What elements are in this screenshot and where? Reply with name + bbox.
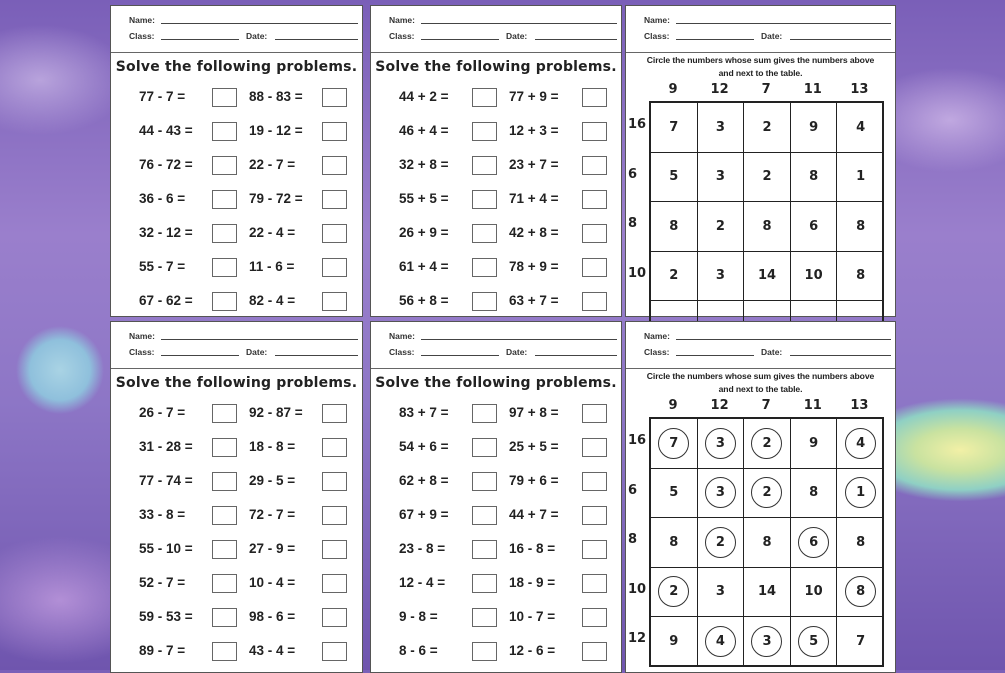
answer-box[interactable]: [582, 642, 607, 661]
row-header: 10: [628, 265, 647, 281]
date-line[interactable]: [790, 39, 891, 40]
name-label: Name:: [129, 15, 155, 25]
equation: 19 - 12 =: [249, 123, 303, 138]
equation: 55 - 7 =: [139, 259, 186, 274]
answer-box[interactable]: [582, 156, 607, 175]
answer-box[interactable]: [322, 224, 347, 243]
answer-box[interactable]: [212, 574, 237, 593]
answer-box[interactable]: [582, 472, 607, 491]
equation: 63 + 7 =: [509, 293, 559, 308]
equation: 54 + 6 =: [399, 439, 449, 454]
circled-number: 6: [798, 527, 829, 558]
circled-number: 3: [751, 626, 782, 657]
row-header: 16: [628, 433, 647, 448]
grid-cell[interactable]: [744, 518, 791, 568]
equation: 83 + 7 =: [399, 405, 449, 420]
answer-box[interactable]: [212, 156, 237, 175]
math-worksheet: [370, 321, 622, 673]
grid-number: 2: [669, 268, 679, 284]
grid-number: 5: [669, 169, 679, 185]
equation: 29 - 5 =: [249, 473, 296, 488]
date-label: Date:: [506, 347, 528, 357]
equation: 44 + 2 =: [399, 89, 449, 104]
answer-box[interactable]: [472, 472, 497, 491]
grid-number: 10: [804, 584, 823, 600]
equation: 16 - 8 =: [509, 541, 556, 556]
date-line[interactable]: [790, 355, 891, 356]
worksheet-header: [111, 6, 362, 53]
name-label: Name:: [129, 331, 155, 341]
class-label: Class:: [389, 347, 415, 357]
grid-number: 9: [809, 119, 819, 135]
worksheet-header: [371, 6, 621, 53]
grid-cell[interactable]: [698, 568, 745, 618]
answer-box[interactable]: [212, 438, 237, 457]
grid-cell[interactable]: [837, 419, 884, 469]
grid-number: 2: [715, 218, 725, 234]
date-label: Date:: [761, 347, 783, 357]
answer-box[interactable]: [322, 156, 347, 175]
name-line[interactable]: [161, 339, 358, 340]
grid-cell[interactable]: [837, 252, 884, 302]
equation: 26 - 7 =: [139, 405, 186, 420]
grid-number: 8: [856, 268, 866, 284]
class-label: Class:: [644, 31, 670, 41]
equation: 97 + 8 =: [509, 405, 559, 420]
answer-box[interactable]: [322, 292, 347, 311]
worksheet-title: Solve the following problems.: [375, 375, 617, 391]
sum-grid-worksheet: [625, 321, 896, 673]
grid-number: 8: [669, 534, 679, 550]
answer-box[interactable]: [212, 506, 237, 525]
name-line[interactable]: [161, 23, 358, 24]
name-label: Name:: [389, 331, 415, 341]
column-header: 11: [803, 82, 822, 97]
equation: 55 - 10 =: [139, 541, 193, 556]
equation: 26 + 9 =: [399, 225, 449, 240]
class-label: Class:: [129, 347, 155, 357]
answer-box[interactable]: [472, 438, 497, 457]
date-label: Date:: [761, 31, 783, 41]
column-header: 7: [761, 398, 771, 413]
grid-cell[interactable]: [791, 252, 838, 302]
number-grid: [649, 417, 884, 667]
grid-instruction: and next to the table.: [718, 68, 803, 78]
circled-number: 3: [705, 477, 736, 508]
answer-box[interactable]: [322, 540, 347, 559]
grid-number: 8: [856, 218, 866, 234]
equation: 71 + 4 =: [509, 191, 559, 206]
class-line[interactable]: [421, 355, 499, 356]
grid-number: 7: [856, 633, 866, 649]
grid-cell[interactable]: [791, 617, 838, 667]
answer-box[interactable]: [212, 642, 237, 661]
equation: 32 - 12 =: [139, 225, 193, 240]
name-label: Name:: [389, 15, 415, 25]
worksheet-header: [111, 322, 362, 369]
answer-box[interactable]: [212, 190, 237, 209]
grid-instruction: Circle the numbers whose sum gives the numbers above: [646, 55, 875, 65]
equation: 9 - 8 =: [399, 609, 438, 624]
circled-number: 3: [705, 428, 736, 459]
grid-cell[interactable]: [791, 103, 838, 153]
answer-box[interactable]: [582, 574, 607, 593]
equation: 82 - 4 =: [249, 293, 296, 308]
equation: 8 - 6 =: [399, 643, 438, 658]
date-label: Date:: [506, 31, 528, 41]
grid-cell[interactable]: [651, 252, 698, 302]
class-line[interactable]: [421, 39, 499, 40]
grid-number: 8: [809, 485, 819, 501]
answer-box[interactable]: [582, 122, 607, 141]
date-label: Date:: [246, 31, 268, 41]
equation: 72 - 7 =: [249, 507, 296, 522]
equation: 22 - 7 =: [249, 157, 296, 172]
equation: 89 - 7 =: [139, 643, 186, 658]
name-line[interactable]: [676, 23, 891, 24]
worksheet-header: [371, 322, 621, 369]
answer-box[interactable]: [322, 574, 347, 593]
grid-number: 8: [762, 218, 772, 234]
answer-box[interactable]: [582, 292, 607, 311]
row-header: 10: [628, 581, 647, 597]
equation: 92 - 87 =: [249, 405, 303, 420]
grid-number: 8: [856, 534, 866, 550]
equation: 56 + 8 =: [399, 293, 449, 308]
equation: 44 - 43 =: [139, 123, 193, 138]
answer-box[interactable]: [212, 292, 237, 311]
worksheet-title: Solve the following problems.: [115, 59, 358, 75]
grid-cell[interactable]: [744, 568, 791, 618]
grid-cell[interactable]: [837, 153, 884, 203]
answer-box[interactable]: [582, 438, 607, 457]
equation: 77 + 9 =: [509, 89, 559, 104]
equation: 52 - 7 =: [139, 575, 186, 590]
class-line[interactable]: [676, 355, 754, 356]
column-header: 7: [761, 82, 771, 97]
equation: 32 + 8 =: [399, 157, 449, 172]
answer-box[interactable]: [582, 404, 607, 423]
grid-number: 3: [715, 169, 725, 185]
equation: 98 - 6 =: [249, 609, 296, 624]
name-line[interactable]: [676, 339, 891, 340]
answer-box[interactable]: [472, 292, 497, 311]
grid-cell[interactable]: [651, 568, 698, 618]
answer-box[interactable]: [322, 438, 347, 457]
grid-cell[interactable]: [698, 518, 745, 568]
answer-box[interactable]: [322, 642, 347, 661]
equation: 76 - 72 =: [139, 157, 193, 172]
answer-box[interactable]: [212, 404, 237, 423]
grid-instruction: Circle the numbers whose sum gives the numbers above: [646, 371, 875, 381]
answer-box[interactable]: [472, 190, 497, 209]
equation: 67 + 9 =: [399, 507, 449, 522]
date-line[interactable]: [275, 355, 358, 356]
answer-box[interactable]: [472, 574, 497, 593]
grid-number: 3: [715, 268, 725, 284]
column-header: 13: [850, 82, 869, 97]
column-header: 9: [668, 398, 678, 413]
sum-grid-worksheet: [625, 5, 896, 317]
grid-cell[interactable]: [744, 469, 791, 519]
equation: 79 + 6 =: [509, 473, 559, 488]
equation: 10 - 4 =: [249, 575, 296, 590]
answer-box[interactable]: [322, 88, 347, 107]
grid-cell[interactable]: [837, 568, 884, 618]
answer-box[interactable]: [322, 190, 347, 209]
answer-box[interactable]: [212, 224, 237, 243]
grid-cell[interactable]: [837, 518, 884, 568]
grid-number: 4: [856, 119, 866, 135]
answer-box[interactable]: [472, 122, 497, 141]
equation: 12 - 6 =: [509, 643, 556, 658]
column-header: 11: [803, 398, 822, 413]
answer-box[interactable]: [322, 506, 347, 525]
grid-number: 2: [762, 169, 772, 185]
grid-cell[interactable]: [744, 202, 791, 252]
grid-number: 5: [669, 485, 679, 501]
answer-box[interactable]: [212, 88, 237, 107]
grid-number: 7: [669, 119, 679, 135]
answer-box[interactable]: [582, 506, 607, 525]
equation: 61 + 4 =: [399, 259, 449, 274]
equation: 18 - 9 =: [509, 575, 556, 590]
equation: 55 + 5 =: [399, 191, 449, 206]
equation: 11 - 6 =: [249, 259, 295, 274]
grid-cell[interactable]: [698, 103, 745, 153]
class-label: Class:: [644, 347, 670, 357]
grid-cell[interactable]: [651, 617, 698, 667]
number-grid: [649, 101, 884, 351]
worksheet-title: Solve the following problems.: [375, 59, 617, 75]
row-header: 6: [628, 482, 638, 498]
equation: 23 + 7 =: [509, 157, 559, 172]
grid-cell[interactable]: [651, 419, 698, 469]
equation: 67 - 62 =: [139, 293, 193, 308]
equation: 10 - 7 =: [509, 609, 556, 624]
grid-cell[interactable]: [698, 469, 745, 519]
circled-number: 2: [705, 527, 736, 558]
answer-box[interactable]: [322, 608, 347, 627]
grid-cell[interactable]: [791, 469, 838, 519]
row-header: 8: [628, 216, 638, 231]
answer-box[interactable]: [582, 224, 607, 243]
grid-number: 3: [715, 584, 725, 600]
grid-number: 9: [669, 633, 679, 649]
grid-cell[interactable]: [744, 252, 791, 302]
class-label: Class:: [129, 31, 155, 41]
equation: 44 + 7 =: [509, 507, 559, 522]
answer-box[interactable]: [212, 258, 237, 277]
grid-cell[interactable]: [651, 202, 698, 252]
answer-box[interactable]: [472, 88, 497, 107]
answer-box[interactable]: [582, 88, 607, 107]
grid-cell[interactable]: [791, 153, 838, 203]
equation: 23 - 8 =: [399, 541, 446, 556]
grid-number: 8: [809, 169, 819, 185]
grid-number: 10: [804, 268, 823, 284]
answer-box[interactable]: [582, 258, 607, 277]
class-line[interactable]: [161, 39, 239, 40]
grid-cell[interactable]: [791, 518, 838, 568]
grid-cell[interactable]: [698, 617, 745, 667]
answer-box[interactable]: [212, 472, 237, 491]
grid-cell[interactable]: [791, 202, 838, 252]
equation: 62 + 8 =: [399, 473, 449, 488]
equation: 31 - 28 =: [139, 439, 193, 454]
equation: 79 - 72 =: [249, 191, 303, 206]
row-header: 8: [628, 532, 638, 547]
grid-number: 8: [669, 218, 679, 234]
equation: 78 + 9 =: [509, 259, 559, 274]
answer-box[interactable]: [212, 540, 237, 559]
equation: 36 - 6 =: [139, 191, 186, 206]
grid-cell[interactable]: [744, 419, 791, 469]
grid-cell[interactable]: [744, 617, 791, 667]
circled-number: 7: [658, 428, 689, 459]
equation: 46 + 4 =: [399, 123, 449, 138]
answer-box[interactable]: [472, 608, 497, 627]
answer-box[interactable]: [472, 642, 497, 661]
circled-number: 4: [705, 626, 736, 657]
grid-number: 14: [757, 268, 777, 284]
math-worksheet: [110, 5, 363, 317]
answer-box[interactable]: [582, 608, 607, 627]
answer-box[interactable]: [322, 258, 347, 277]
grid-cell[interactable]: [744, 103, 791, 153]
equation: 18 - 8 =: [249, 439, 296, 454]
equation: 43 - 4 =: [249, 643, 296, 658]
date-line[interactable]: [535, 39, 617, 40]
class-label: Class:: [389, 31, 415, 41]
grid-instruction: and next to the table.: [718, 384, 803, 394]
circled-number: 5: [798, 626, 829, 657]
grid-cell[interactable]: [651, 518, 698, 568]
equation: 42 + 8 =: [509, 225, 559, 240]
worksheet-header: [626, 6, 895, 53]
grid-cell[interactable]: [698, 202, 745, 252]
equation: 77 - 74 =: [139, 473, 193, 488]
circled-number: 2: [658, 576, 689, 607]
grid-number: 1: [856, 169, 866, 185]
answer-box[interactable]: [322, 122, 347, 141]
answer-box[interactable]: [472, 258, 497, 277]
circled-number: 8: [845, 576, 876, 607]
name-label: Name:: [644, 15, 670, 25]
date-line[interactable]: [535, 355, 617, 356]
grid-cell[interactable]: [698, 252, 745, 302]
grid-number: 8: [762, 534, 772, 550]
answer-box[interactable]: [472, 156, 497, 175]
equation: 59 - 53 =: [139, 609, 193, 624]
worksheet-header: [626, 322, 895, 369]
equation: 27 - 9 =: [249, 541, 296, 556]
grid-number: 14: [757, 584, 777, 600]
equation: 25 + 5 =: [509, 439, 559, 454]
answer-box[interactable]: [472, 224, 497, 243]
grid-cell[interactable]: [791, 419, 838, 469]
answer-box[interactable]: [322, 404, 347, 423]
grid-cell[interactable]: [698, 419, 745, 469]
grid-number: 2: [762, 119, 772, 135]
column-header: 9: [668, 82, 678, 97]
row-header: 12: [628, 631, 647, 646]
grid-cell[interactable]: [651, 469, 698, 519]
math-worksheet: [370, 5, 622, 317]
math-worksheet: [110, 321, 363, 673]
name-line[interactable]: [421, 339, 617, 340]
equation: 12 - 4 =: [399, 575, 446, 590]
grid-number: 6: [809, 218, 819, 234]
circled-number: 4: [845, 428, 876, 459]
date-line[interactable]: [275, 39, 358, 40]
row-header: 16: [628, 117, 647, 132]
name-label: Name:: [644, 331, 670, 341]
class-line[interactable]: [161, 355, 239, 356]
grid-cell[interactable]: [698, 153, 745, 203]
worksheet-title: Solve the following problems.: [115, 375, 358, 391]
equation: 33 - 8 =: [139, 507, 186, 522]
circled-number: 2: [751, 428, 782, 459]
grid-cell[interactable]: [744, 153, 791, 203]
answer-box[interactable]: [472, 404, 497, 423]
grid-cell[interactable]: [651, 103, 698, 153]
grid-cell[interactable]: [837, 617, 884, 667]
class-line[interactable]: [676, 39, 754, 40]
answer-box[interactable]: [322, 472, 347, 491]
grid-number: 3: [715, 119, 725, 135]
answer-box[interactable]: [582, 190, 607, 209]
grid-cell[interactable]: [837, 469, 884, 519]
answer-box[interactable]: [212, 608, 237, 627]
column-header: 13: [850, 398, 869, 413]
column-header: 12: [710, 398, 729, 413]
circled-number: 1: [845, 477, 876, 508]
equation: 88 - 83 =: [249, 89, 303, 104]
grid-number: 9: [809, 435, 819, 451]
column-header: 12: [710, 82, 729, 97]
name-line[interactable]: [421, 23, 617, 24]
grid-cell[interactable]: [651, 153, 698, 203]
grid-cell[interactable]: [837, 103, 884, 153]
answer-box[interactable]: [472, 506, 497, 525]
grid-cell[interactable]: [837, 202, 884, 252]
row-header: 6: [628, 166, 638, 182]
answer-box[interactable]: [212, 122, 237, 141]
equation: 77 - 7 =: [139, 89, 186, 104]
circled-number: 2: [751, 477, 782, 508]
grid-cell[interactable]: [791, 568, 838, 618]
answer-box[interactable]: [472, 540, 497, 559]
answer-box[interactable]: [582, 540, 607, 559]
date-label: Date:: [246, 347, 268, 357]
equation: 22 - 4 =: [249, 225, 296, 240]
equation: 12 + 3 =: [509, 123, 559, 138]
